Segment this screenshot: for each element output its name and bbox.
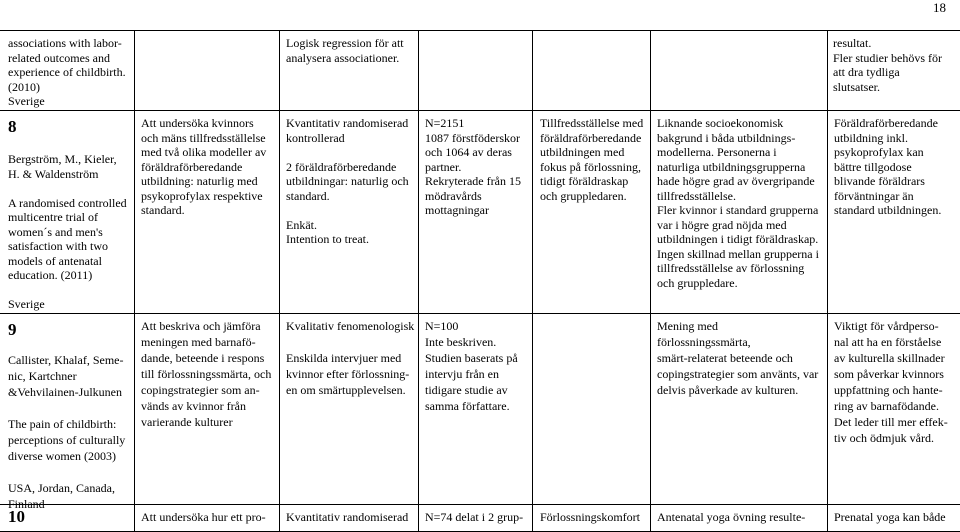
prev-author-cell: associations with labor- related outcomes and experience of childbirth. (2010) Sverige — [8, 36, 126, 108]
col-line-6 — [827, 30, 828, 531]
row8-author-cell: Bergström, M., Kieler, H. & Waldenström A randomised controlled multicentre trial of women´s and men's satisfaction with two models of antenatal education. (2011) Sverige — [8, 152, 127, 311]
row9-result-cell: Mening med förlossningssmärta, smärt-relaterat beteende och copingstrategier som använts, var delvis påverkade av kulturen. — [657, 319, 819, 397]
row8-result-cell: Liknande socioekonomisk bakgrund i båda utbildnings- modellerna. Personerna i naturliga utbildningsgrupperna hade högre grad av övergripande tillfredsställelse. Fler kvinnor i standard grupperna var i högre grad nöjda med utbildningen i tidigt föräldraskap. Ingen skillnad mellan grupperna i tillfredsställelse av förlossning och gruppledare. — [657, 116, 819, 290]
row9-author-cell: Callister, Khalaf, Seme- nic, Kartchner &Vehvilainen-Julkunen The pain of childbirth: perceptions of culturally diverse women (2003) USA, Jordan, Canada, Finland — [8, 353, 126, 511]
col-line-5 — [650, 30, 651, 531]
row10-quality-cell: Prenatal yoga kan både — [834, 510, 946, 524]
row-divider-9 — [0, 313, 960, 314]
row8-method-cell: Kvantitativ randomiserad kontrollerad 2 föräldraförberedande utbildningar: naturlig och standard. Enkät. Intention to treat. — [286, 116, 409, 246]
row8-sample-cell: N=2151 1087 förstföderskor och 1064 av deras partner. Rekryterade från 15 mödravårds mottagningar — [425, 116, 521, 217]
row10-result-cell: Antenatal yoga övning resulte- — [657, 510, 806, 524]
row10-method-cell: Kvantitativ randomiserad — [286, 510, 409, 524]
row10-aim-cell: Att undersöka hur ett pro- — [141, 510, 266, 524]
page-number: 18 — [933, 0, 946, 15]
row9-quality-cell: Viktigt för vårdperso- nal att ha en förståelse av kulturella skillnader som påverkar kvinnors uppfattning och hante- ring av barnafödande. Det leder till mer effek- tiv och ödmjuk vård. — [834, 319, 948, 445]
row8-aim-cell: Att undersöka kvinnors och mäns tillfredsställelse med två olika modeller av föräldraförberedande utbildning: naturlig med psykoprofylax respektive standard. — [141, 116, 267, 217]
prev-quality-cell: resultat. Fler studier behövs för att dra tydliga slutsatser. — [833, 36, 942, 94]
col-line-1 — [134, 30, 135, 531]
col-line-3 — [418, 30, 419, 531]
row10-number: 10 — [8, 507, 25, 526]
row10-focus-cell: Förlossningskomfort — [540, 510, 641, 524]
row8-focus-cell: Tillfredsställelse med föräldraförberedande utbildningen med fokus på förlossning, tidigt föräldraskap och gruppledaren. — [540, 116, 644, 203]
table-top-border — [0, 30, 960, 31]
row9-method-cell: Kvalitativ fenomenologisk Enskilda intervjuer med kvinnor efter förlossning- en om smärtupplevelsen. — [286, 319, 415, 397]
prev-method-cell: Logisk regression för att analysera associationer. — [286, 36, 404, 65]
col-line-4 — [532, 30, 533, 531]
row10-sample-cell: N=74 delat i 2 grup- — [425, 510, 524, 524]
row8-number: 8 — [8, 117, 17, 136]
row-divider-10 — [0, 504, 960, 505]
col-line-2 — [279, 30, 280, 531]
row-divider-8 — [0, 110, 960, 111]
row9-number: 9 — [8, 320, 17, 339]
row9-sample-cell: N=100 Inte beskriven. Studien baserats på intervju från en tidigare studie av samma författare. — [425, 319, 518, 413]
row8-quality-cell: Föräldraförberedande utbildning inkl. psykoprofylax kan bättre tillgodose blivande föräldrars förväntningar än standard utbildningen. — [834, 116, 942, 217]
row9-aim-cell: Att beskriva och jämföra meningen med barnafö- dande, beteende i respons till förlossningssmärta, och copingstrategier som an- vänds av kvinnor från varierande kulturer — [141, 319, 272, 429]
